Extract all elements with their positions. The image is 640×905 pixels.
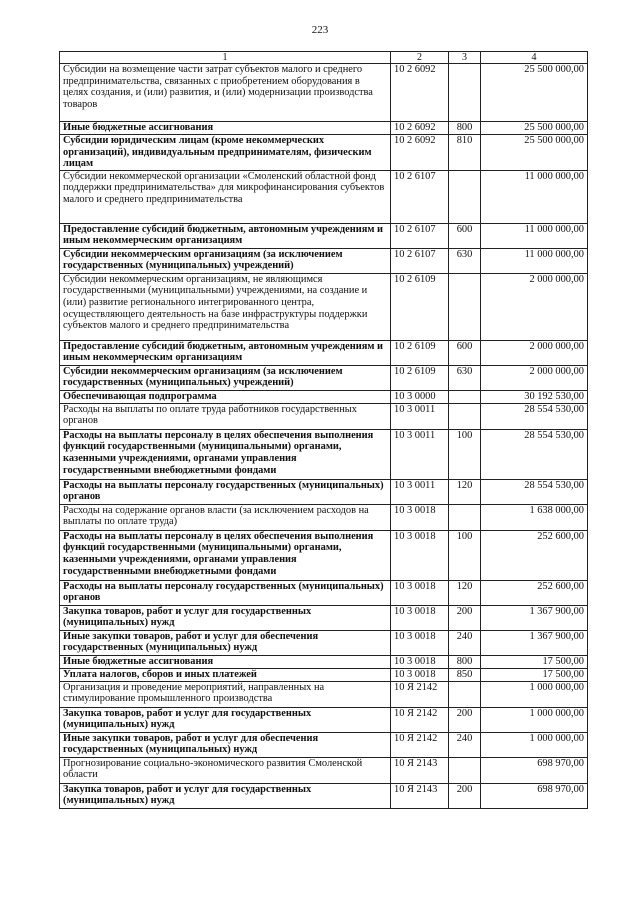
table-row: [60, 707, 588, 732]
row-expense-type-cell: 240: [449, 732, 481, 757]
row-expense-type-cell: 200: [449, 783, 481, 808]
row-name-cell: Предоставление субсидий бюджетным, автономным учреждениям и иным некоммерческим организациям: [60, 223, 391, 248]
row-expense-type-cell: 850: [449, 668, 481, 681]
row-code-cell: 10 3 0018: [391, 630, 449, 655]
row-amount-cell: 1 000 000,00: [481, 732, 588, 757]
table-row: [60, 580, 588, 605]
column-number-2: 2: [391, 52, 449, 64]
table-row: [60, 732, 588, 757]
row-code-cell: 10 2 6109: [391, 365, 449, 390]
row-amount-cell: 28 554 530,00: [481, 479, 588, 504]
row-amount-cell: 28 554 530,00: [481, 429, 588, 479]
table-row: [60, 135, 588, 171]
row-expense-type-cell: 120: [449, 580, 481, 605]
table-row: [60, 783, 588, 808]
table-row: [60, 504, 588, 530]
table-row: [60, 365, 588, 390]
column-number-4: 4: [481, 52, 588, 64]
table-row: [60, 605, 588, 630]
row-code-cell: 10 2 6107: [391, 248, 449, 273]
row-expense-type-cell: 120: [449, 479, 481, 504]
row-code-cell: 10 Я 2143: [391, 783, 449, 808]
table-row: [60, 64, 588, 122]
row-name-cell: Закупка товаров, работ и услуг для государственных (муниципальных) нужд: [60, 707, 391, 732]
row-amount-cell: 11 000 000,00: [481, 248, 588, 273]
row-code-cell: 10 2 6092: [391, 135, 449, 171]
row-expense-type-cell: 800: [449, 122, 481, 135]
row-expense-type-cell: [449, 403, 481, 429]
row-expense-type-cell: 100: [449, 530, 481, 580]
budget-table: [59, 51, 588, 809]
row-name-cell: Закупка товаров, работ и услуг для государственных (муниципальных) нужд: [60, 605, 391, 630]
table-row: [60, 757, 588, 783]
row-name-cell: Субсидии некоммерческим организациям (за исключением государственных (муниципальных) учреждений): [60, 365, 391, 390]
row-name-cell: Обеспечивающая подпрограмма: [60, 390, 391, 403]
column-number-1: 1: [60, 52, 391, 64]
row-name-cell: Субсидии некоммерческой организации «Смоленский областной фонд поддержки предпринимательства» для микрофинансирования субъектов малого и среднего предпринимательства: [60, 170, 391, 223]
row-amount-cell: 1 638 000,00: [481, 504, 588, 530]
row-amount-cell: 11 000 000,00: [481, 170, 588, 223]
table-row: [60, 668, 588, 681]
row-code-cell: 10 2 6092: [391, 64, 449, 122]
row-name-cell: Иные закупки товаров, работ и услуг для обеспечения государственных (муниципальных) нужд: [60, 630, 391, 655]
row-code-cell: 10 3 0011: [391, 479, 449, 504]
row-expense-type-cell: [449, 390, 481, 403]
row-name-cell: Расходы на выплаты персоналу в целях обеспечения выполнения функций государственными (муниципальными) органами, казенными учреждениями, органами управления государственными внебюджетными фондами: [60, 530, 391, 580]
row-expense-type-cell: [449, 273, 481, 340]
page-number: 223: [311, 24, 329, 36]
row-expense-type-cell: 200: [449, 605, 481, 630]
table-row: [60, 429, 588, 479]
row-name-cell: Субсидии некоммерческим организациям, не являющимся государственными (муниципальными) учреждениями, на создание и (или) развитие регионального интегрированного центра, осуществляющего деятельность на базе инфраструктуры поддержки субъектов малого и среднего предпринимательства: [60, 273, 391, 340]
row-amount-cell: 252 600,00: [481, 530, 588, 580]
row-expense-type-cell: [449, 757, 481, 783]
row-expense-type-cell: [449, 681, 481, 707]
row-code-cell: 10 Я 2142: [391, 707, 449, 732]
column-number-row: [60, 52, 588, 64]
row-name-cell: Субсидии на возмещение части затрат субъектов малого и среднего предпринимательства, связанных с приобретением оборудования в целях создания, и (или) развития, и (или) модернизации производства товаров: [60, 64, 391, 122]
row-amount-cell: 1 367 900,00: [481, 630, 588, 655]
column-number-3: 3: [449, 52, 481, 64]
row-code-cell: 10 2 6107: [391, 170, 449, 223]
row-name-cell: Расходы на выплаты персоналу государственных (муниципальных) органов: [60, 479, 391, 504]
table-row: [60, 681, 588, 707]
row-expense-type-cell: 240: [449, 630, 481, 655]
row-name-cell: Организация и проведение мероприятий, направленных на стимулирование промышленного производства: [60, 681, 391, 707]
row-amount-cell: 17 500,00: [481, 668, 588, 681]
row-expense-type-cell: 600: [449, 223, 481, 248]
row-expense-type-cell: [449, 170, 481, 223]
row-code-cell: 10 3 0018: [391, 530, 449, 580]
row-amount-cell: 28 554 530,00: [481, 403, 588, 429]
row-amount-cell: 252 600,00: [481, 580, 588, 605]
row-amount-cell: 11 000 000,00: [481, 223, 588, 248]
table-row: [60, 248, 588, 273]
table-row: [60, 122, 588, 135]
table-row: [60, 403, 588, 429]
row-code-cell: 10 Я 2142: [391, 732, 449, 757]
table-row: [60, 223, 588, 248]
row-amount-cell: 1 000 000,00: [481, 707, 588, 732]
row-expense-type-cell: 630: [449, 248, 481, 273]
row-amount-cell: 17 500,00: [481, 655, 588, 668]
row-name-cell: Расходы на содержание органов власти (за исключением расходов на выплаты по оплате труда): [60, 504, 391, 530]
row-expense-type-cell: 100: [449, 429, 481, 479]
row-code-cell: 10 2 6092: [391, 122, 449, 135]
table-row: [60, 630, 588, 655]
row-code-cell: 10 2 6107: [391, 223, 449, 248]
row-expense-type-cell: 800: [449, 655, 481, 668]
row-name-cell: Предоставление субсидий бюджетным, автономным учреждениям и иным некоммерческим организациям: [60, 340, 391, 365]
row-amount-cell: 1 000 000,00: [481, 681, 588, 707]
row-code-cell: 10 3 0018: [391, 605, 449, 630]
row-code-cell: 10 3 0011: [391, 429, 449, 479]
table-row: [60, 170, 588, 223]
row-name-cell: Расходы на выплаты персоналу в целях обеспечения выполнения функций государственными (муниципальными) органами, казенными учреждениями, органами управления государственными внебюджетными фондами: [60, 429, 391, 479]
row-expense-type-cell: 200: [449, 707, 481, 732]
row-amount-cell: 25 500 000,00: [481, 64, 588, 122]
row-amount-cell: 2 000 000,00: [481, 365, 588, 390]
row-code-cell: 10 2 6109: [391, 340, 449, 365]
row-amount-cell: 2 000 000,00: [481, 273, 588, 340]
row-code-cell: 10 3 0018: [391, 668, 449, 681]
row-name-cell: Закупка товаров, работ и услуг для государственных (муниципальных) нужд: [60, 783, 391, 808]
row-expense-type-cell: [449, 504, 481, 530]
table-row: [60, 479, 588, 504]
row-code-cell: 10 Я 2142: [391, 681, 449, 707]
row-name-cell: Иные бюджетные ассигнования: [60, 122, 391, 135]
table-row: [60, 655, 588, 668]
row-code-cell: 10 3 0000: [391, 390, 449, 403]
row-code-cell: 10 Я 2143: [391, 757, 449, 783]
row-code-cell: 10 3 0018: [391, 580, 449, 605]
row-name-cell: Расходы на выплаты по оплате труда работников государственных органов: [60, 403, 391, 429]
table-row: [60, 390, 588, 403]
table-row: [60, 340, 588, 365]
table-row: [60, 530, 588, 580]
row-expense-type-cell: 810: [449, 135, 481, 171]
row-code-cell: 10 3 0018: [391, 504, 449, 530]
row-amount-cell: 1 367 900,00: [481, 605, 588, 630]
row-name-cell: Прогнозирование социально-экономического развития Смоленской области: [60, 757, 391, 783]
row-amount-cell: 2 000 000,00: [481, 340, 588, 365]
row-code-cell: 10 3 0011: [391, 403, 449, 429]
row-name-cell: Иные закупки товаров, работ и услуг для обеспечения государственных (муниципальных) нужд: [60, 732, 391, 757]
row-amount-cell: 25 500 000,00: [481, 135, 588, 171]
budget-table-body: [60, 52, 588, 809]
row-name-cell: Иные бюджетные ассигнования: [60, 655, 391, 668]
row-code-cell: 10 2 6109: [391, 273, 449, 340]
row-expense-type-cell: 630: [449, 365, 481, 390]
row-name-cell: Уплата налогов, сборов и иных платежей: [60, 668, 391, 681]
row-amount-cell: 25 500 000,00: [481, 122, 588, 135]
row-expense-type-cell: [449, 64, 481, 122]
row-expense-type-cell: 600: [449, 340, 481, 365]
table-row: [60, 273, 588, 340]
row-code-cell: 10 3 0018: [391, 655, 449, 668]
row-amount-cell: 30 192 530,00: [481, 390, 588, 403]
row-name-cell: Субсидии юридическим лицам (кроме некоммерческих организаций), индивидуальным предпринимателям, физическим лицам: [60, 135, 391, 171]
row-name-cell: Субсидии некоммерческим организациям (за исключением государственных (муниципальных) учреждений): [60, 248, 391, 273]
row-amount-cell: 698 970,00: [481, 783, 588, 808]
row-name-cell: Расходы на выплаты персоналу государственных (муниципальных) органов: [60, 580, 391, 605]
row-amount-cell: 698 970,00: [481, 757, 588, 783]
